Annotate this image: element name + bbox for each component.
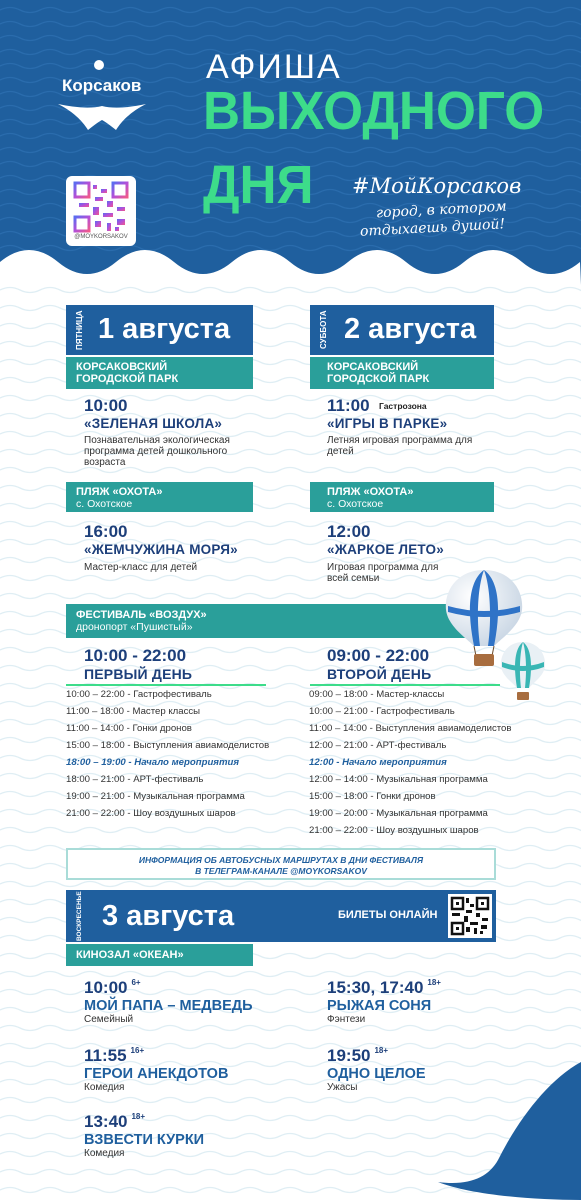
day3-venue: КИНОЗАЛ «ОКЕАН»: [66, 944, 253, 966]
day1-event2-title: «ЖЕМЧУЖИНА МОРЯ»: [84, 542, 238, 557]
day2-event2-time: 12:00: [327, 522, 371, 541]
movie-time: 11:55: [84, 1046, 127, 1065]
hashtag: #МойКорсаков: [352, 174, 522, 198]
qr-code-icon: [448, 894, 492, 938]
day3-header: [66, 890, 496, 942]
day2-event1-time: 11:00: [327, 396, 370, 415]
logo-ray-icon: [56, 100, 148, 134]
festival-day1-label: ПЕРВЫЙ ДЕНЬ: [84, 666, 193, 682]
bus-info-box[interactable]: [66, 848, 496, 880]
day2-header: [310, 305, 494, 355]
movie-item: [327, 978, 441, 1025]
movie-title: ВЗВЕСТИ КУРКИ: [84, 1132, 205, 1148]
movie-title: ОДНО ЦЕЛОЕ: [327, 1066, 426, 1082]
schedule-item: 19:00 – 20:00 - Музыкальная программа: [309, 808, 488, 819]
age-rating: 18+: [427, 978, 441, 987]
day1-event2-time: 16:00: [84, 522, 128, 541]
festival-day1-time: 10:00 - 22:00: [84, 646, 187, 665]
day1-venue2-place: с. Охотское: [76, 498, 133, 510]
tickets-qr[interactable]: [448, 894, 492, 938]
schedule-item: 10:00 – 22:00 - Гастрофестиваль: [66, 689, 212, 700]
festival-day2-schedule: [309, 686, 549, 839]
movie-time: 19:50: [327, 1046, 371, 1065]
title-line-2: ВЫХОДНОГО: [203, 81, 545, 141]
day2-venue1: КОРСАКОВСКИЙ ГОРОДСКОЙ ПАРК: [310, 357, 494, 389]
day2-venue2-name: ПЛЯЖ «ОХОТА»: [327, 486, 414, 498]
movie-genre: Комедия: [84, 1082, 125, 1093]
qr-card[interactable]: [66, 176, 136, 246]
day1-venue1: КОРСАКОВСКИЙ ГОРОДСКОЙ ПАРК: [66, 357, 253, 389]
schedule-item: 15:00 – 18:00 - Гонки дронов: [309, 791, 436, 802]
day2-venue2-place: с. Охотское: [327, 498, 384, 510]
festival-day2-label: ВТОРОЙ ДЕНЬ: [327, 666, 432, 682]
movie-genre: Ужасы: [327, 1082, 358, 1093]
day1-event1-title: «ЗЕЛЕНАЯ ШКОЛА»: [84, 416, 223, 431]
logo-text: Корсаков: [62, 76, 142, 95]
festival-place: дронопорт «Пушистый»: [76, 621, 193, 633]
title-line-3: ДНЯ: [203, 155, 314, 215]
qr-label: @MOYKORSAKOV: [74, 234, 128, 240]
movie-title: РЫЖАЯ СОНЯ: [327, 998, 432, 1014]
age-rating: 16+: [130, 1046, 145, 1055]
schedule-item: 11:00 – 18:00 - Мастер классы: [66, 706, 201, 717]
day1-event1-time: 10:00: [84, 396, 128, 415]
header-banner: [0, 0, 581, 285]
age-rating: 18+: [131, 1112, 146, 1121]
movie-item: [84, 1046, 228, 1093]
manta-wing-decoration: [428, 1060, 581, 1200]
movie-time: 10:00: [84, 978, 128, 997]
festival-name: ФЕСТИВАЛЬ «ВОЗДУХ»: [76, 609, 207, 621]
day2-event2-title: «ЖАРКОЕ ЛЕТО»: [327, 542, 444, 557]
day1-weekday: ПЯТНИЦА: [75, 310, 84, 350]
day1-event2-desc: Мастер-класс для детей: [84, 562, 198, 573]
logo-dot-icon: [92, 58, 106, 72]
day3-date: 3 августа: [102, 900, 235, 932]
movie-genre: Комедия: [84, 1148, 125, 1159]
movie-time: 13:40: [84, 1112, 128, 1131]
schedule-item: 15:00 – 18:00 - Выступления авиамоделистов: [66, 740, 270, 751]
day2-event1-note: Гастрозона: [379, 401, 427, 411]
age-rating: 6+: [131, 978, 141, 987]
day1-venue2: [66, 482, 253, 512]
schedule-item: 12:00 – 14:00 - Музыкальная программа: [309, 774, 488, 785]
movie-genre: Фэнтези: [327, 1014, 366, 1025]
movie-title: МОЙ ПАПА – МЕДВЕДЬ: [84, 998, 253, 1014]
schedule-item-highlight: 18:00 – 19:00 - Начало мероприятия: [66, 757, 240, 768]
day2-event1-title: «ИГРЫ В ПАРКЕ»: [327, 416, 448, 431]
day1-header: [66, 305, 253, 355]
festival-day1-schedule: [66, 686, 306, 822]
schedule-item: 10:00 – 21:00 - Гастрофестиваль: [309, 706, 455, 717]
age-rating: 18+: [374, 1046, 389, 1055]
schedule-item-highlight: 12:00 - Начало мероприятия: [309, 757, 447, 768]
day2-date: 2 августа: [344, 313, 477, 345]
festival-banner: [66, 604, 466, 638]
day1-event1-desc: Познавательная экологическая программа детей дошкольного возраста: [84, 435, 230, 468]
bus-info-line2: В ТЕЛЕГРАМ-КАНАЛЕ @MOYKORSAKOV: [195, 866, 367, 876]
slogan-line-1: город, в котором: [375, 198, 508, 222]
day2-event2-desc: Игровая программа для всей семьи: [327, 562, 439, 584]
schedule-item: 21:00 – 22:00 - Шоу воздушных шаров: [309, 825, 479, 836]
movie-item: [84, 1112, 204, 1159]
schedule-item: 19:00 – 21:00 - Музыкальная программа: [66, 791, 245, 802]
schedule-item: 09:00 – 18:00 - Мастер-классы: [309, 689, 445, 700]
slogan-line-2: отдыхаешь душой!: [359, 216, 506, 240]
schedule-item: 12:00 – 21:00 - АРТ-фестиваль: [309, 740, 447, 751]
movie-item: [327, 1046, 426, 1093]
schedule-item: 11:00 – 14:00 - Выступления авиамоделистов: [309, 723, 512, 734]
schedule-item: 11:00 – 14:00 - Гонки дронов: [66, 723, 192, 734]
logo: [52, 58, 152, 138]
schedule-item: 18:00 – 21:00 - АРТ-фестиваль: [66, 774, 204, 785]
movie-item: [84, 978, 253, 1025]
day1-venue2-name: ПЛЯЖ «ОХОТА»: [76, 486, 163, 498]
schedule-item: 21:00 – 22:00 - Шоу воздушных шаров: [66, 808, 236, 819]
day1-date: 1 августа: [98, 313, 231, 345]
day2-venue2: [310, 482, 494, 512]
qr-code-icon: [73, 181, 129, 233]
day2-event1-desc: Летняя игровая программа для детей: [327, 435, 473, 457]
day2-weekday: СУББОТА: [319, 310, 328, 350]
bus-info-line1: ИНФОРМАЦИЯ ОБ АВТОБУСНЫХ МАРШРУТАХ В ДНИ ФЕСТИВАЛЯ: [138, 855, 424, 865]
title-line-1: АФИША: [206, 48, 342, 86]
movie-genre: Семейный: [84, 1014, 134, 1025]
movie-title: ГЕРОИ АНЕКДОТОВ: [84, 1066, 229, 1082]
movie-time: 15:30, 17:40: [327, 978, 424, 997]
tickets-label[interactable]: БИЛЕТЫ ОНЛАЙН: [338, 909, 438, 921]
festival-day2-time: 09:00 - 22:00: [327, 646, 430, 665]
day3-weekday: ВОСКРЕСЕНЬЕ: [76, 891, 83, 941]
